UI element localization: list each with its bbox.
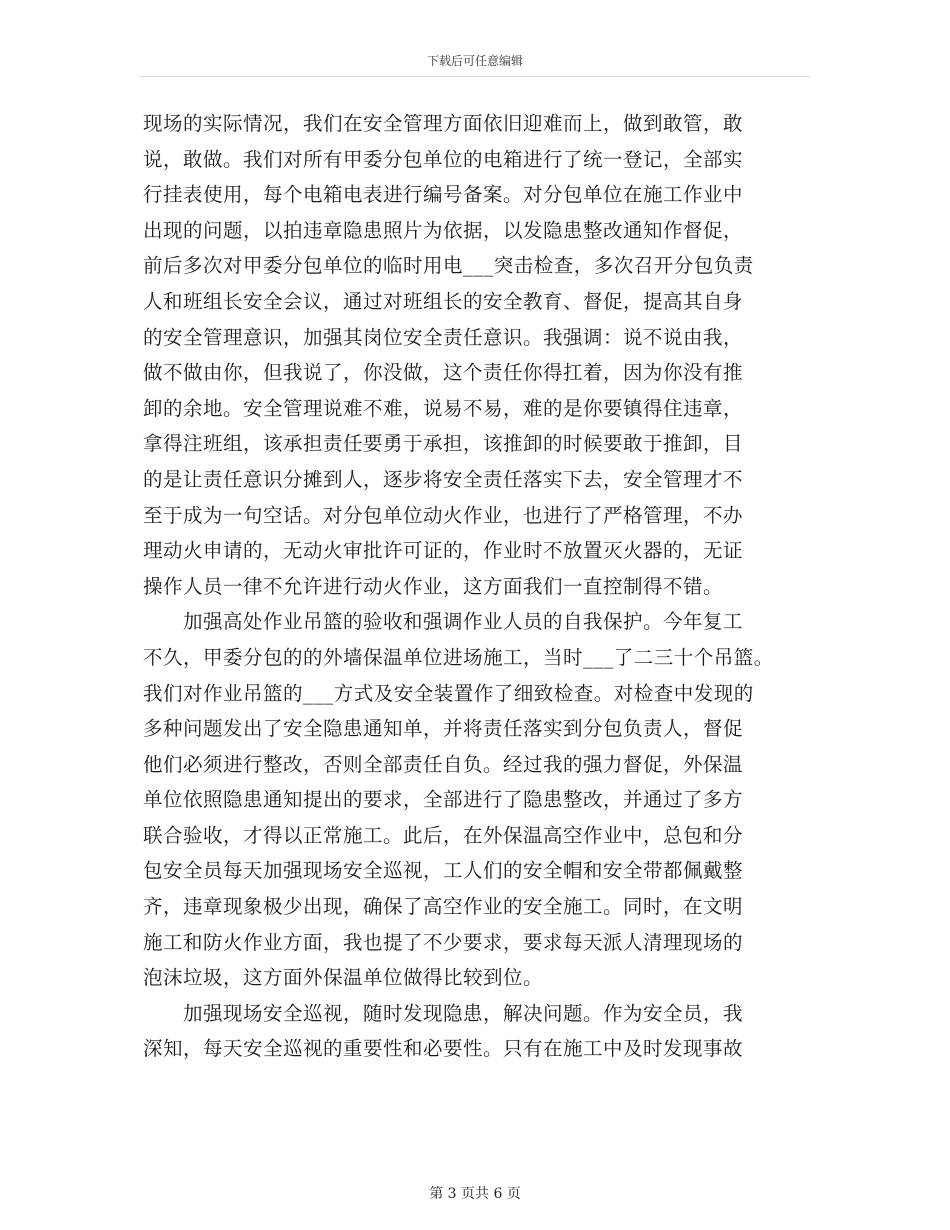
text-line: 我们对作业吊篮的___方式及安全装置作了细致检查。对检查中发现的 bbox=[143, 681, 754, 705]
text-line: 出现的问题，以拍违章隐患照片为依据，以发隐患整改通知作督促， bbox=[143, 218, 744, 242]
text-line: 加强现场安全巡视，随时发现隐患，解决问题。作为安全员，我 bbox=[143, 1001, 744, 1025]
text-line: 说，敢做。我们对所有甲委分包单位的电箱进行了统一登记，全部实 bbox=[143, 147, 744, 171]
text-line: 深知，每天安全巡视的重要性和必要性。只有在施工中及时发现事故 bbox=[143, 1037, 744, 1061]
page-footer: 第 3 页共 6 页 bbox=[429, 1186, 521, 1202]
text-line: 操作人员一律不允许进行动火作业，这方面我们一直控制得不错。 bbox=[143, 574, 724, 598]
text-line: 至于成为一句空话。对分包单位动火作业，也进行了严格管理，不办 bbox=[143, 503, 744, 527]
text-line: 多种问题发出了安全隐患通知单，并将责任落实到分包负责人，督促 bbox=[143, 717, 744, 741]
text-line: 拿得注班组，该承担责任要勇于承担，该推卸的时候要敢于推卸，目 bbox=[143, 432, 744, 456]
text-line: 泡沫垃圾，这方面外保温单位做得比较到位。 bbox=[143, 966, 544, 990]
page-header: 下载后可任意编辑 bbox=[426, 54, 523, 68]
text-line: 卸的余地。安全管理说难不难，说易不易，难的是你要镇得住违章， bbox=[143, 396, 744, 420]
text-line: 联合验收，才得以正常施工。此后，在外保温高空作业中，总包和分 bbox=[143, 823, 744, 847]
text-line: 做不做由你，但我说了，你没做，这个责任你得扛着，因为你没有推 bbox=[143, 361, 744, 385]
text-line: 前后多次对甲委分包单位的临时用电___突击检查，多次召开分包负责 bbox=[143, 254, 754, 278]
text-line: 施工和防火作业方面，我也提了不少要求，要求每天派人清理现场的 bbox=[143, 930, 744, 954]
text-line: 现场的实际情况，我们在安全管理方面依旧迎难而上，做到敢管，敢 bbox=[143, 112, 744, 135]
text-line: 人和班组长安全会议，通过对班组长的安全教育、督促，提高其自身 bbox=[143, 289, 744, 313]
text-line: 包安全员每天加强现场安全巡视，工人们的安全帽和安全带都佩戴整 bbox=[143, 859, 744, 883]
text-line: 单位依照隐患通知提出的要求，全部进行了隐患整改，并通过了多方 bbox=[143, 788, 744, 812]
text-line: 加强高处作业吊篮的验收和强调作业人员的自我保护。今年复工 bbox=[143, 610, 744, 634]
header-divider bbox=[140, 76, 810, 77]
text-line: 他们必须进行整改，否则全部责任自负。经过我的强力督促，外保温 bbox=[143, 752, 744, 776]
text-line: 的是让责任意识分摊到人，逐步将安全责任落实下去，安全管理才不 bbox=[143, 467, 744, 491]
text-line: 不久，甲委分包的的外墙保温单位进场施工，当时___了二三十个吊篮。 bbox=[143, 645, 774, 669]
document-body bbox=[143, 106, 811, 1067]
text-line: 的安全管理意识，加强其岗位安全责任意识。我强调：说不说由我， bbox=[143, 325, 744, 349]
text-line: 行挂表使用，每个电箱电表进行编号备案。对分包单位在施工作业中 bbox=[143, 183, 744, 207]
text-line: 齐，违章现象极少出现，确保了高空作业的安全施工。同时，在文明 bbox=[143, 895, 744, 919]
text-line: 理动火申请的，无动火审批许可证的，作业时不放置灭火器的，无证 bbox=[143, 539, 744, 563]
